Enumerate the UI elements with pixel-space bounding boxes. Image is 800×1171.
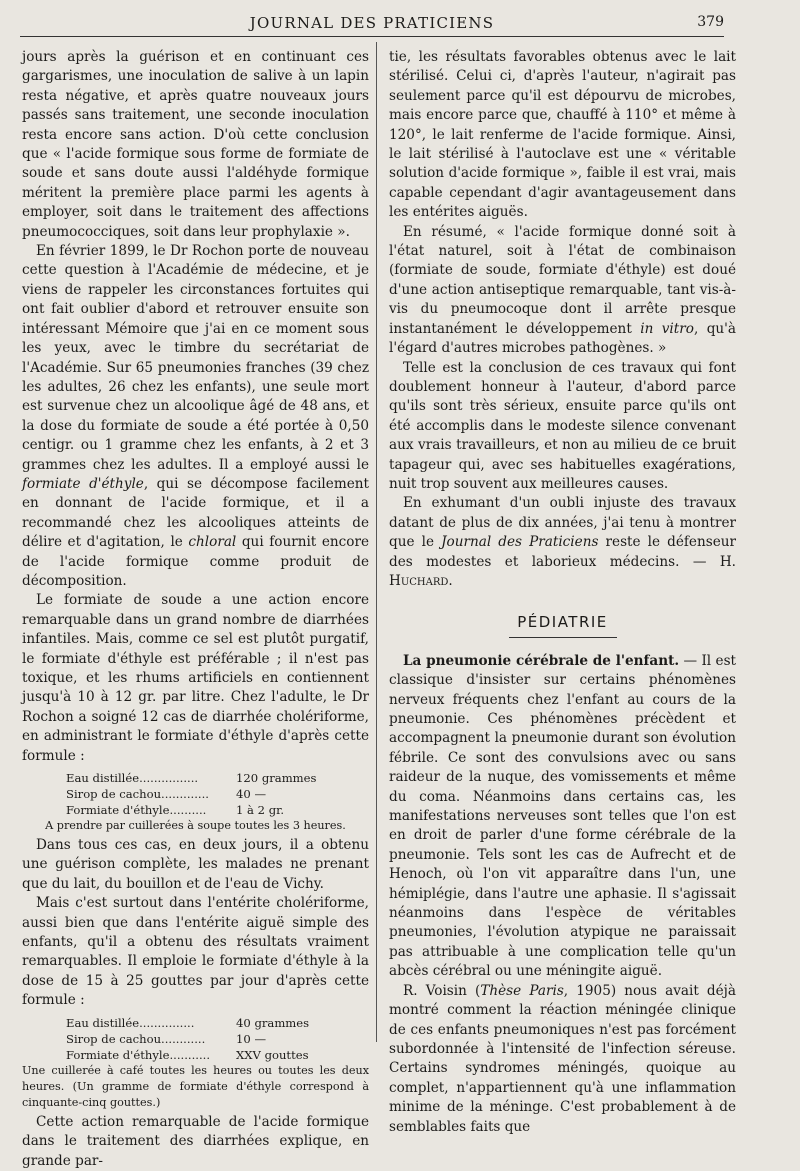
right-column (389, 48, 736, 1137)
text-run: — Il est classique d'insister sur certains phénomènes nerveux fréquents chez l'enfant au cours de la pneumonie. Ces phénomènes précèdent et accompagnent la pneumonie durant son évolution fébrile. Ce sont des convulsions avec ou sans raideur de la nuque, des vomissements et même du coma. Néanmoins dans certains cas, les manifestations nerveuses sont telles que l'on est en droit de parler d'une forme cérébrale de la pneumonie. Tels sont les cas de Aufrecht et de Henoch, où l'on vit apparaître dans l'un, une hémiplégie, dans l'autre une aphasie. Il s'agissait néanmoins dans l'espèce de véritables pneumonies, l'évolution atypique ne paraissait pas attribuable à une complication telle qu'un abcès cérébral ou une méningite aiguë. (389, 652, 737, 980)
text-run: En résumé, « l'acide formique donné soit à l'état naturel, soit à l'état de combinaison (formiate de soude, formiate d'éthyle) est doué d'une action antiseptique remarquable, tant vis-à-vis du pneumocoque dont il arrête presque instantanément le développement (389, 223, 736, 337)
ingredient: Eau distillée................ (66, 771, 199, 786)
author-signature: Huchard. (389, 572, 453, 589)
page-number: 379 (697, 14, 724, 30)
paragraph (389, 652, 736, 982)
italic-text: chloral (188, 534, 237, 551)
prescription-formula (22, 1015, 369, 1111)
formula-row (22, 802, 369, 818)
page-header (20, 12, 724, 37)
text-run: En exhumant d'un oubli injuste des travaux datant de plus de dix années, j'ai tenu à montrer que le (389, 495, 736, 551)
paragraph (389, 494, 736, 591)
italic-text: in vitro (640, 320, 694, 337)
ingredient: Formiate d'éthyle.......... (66, 803, 207, 818)
paragraph: Dans tous ces cas, en deux jours, il a obtenu une guérison complète, les malades ne prenant que du lait, du bouillon et de l'eau de Vichy. (22, 837, 369, 892)
formula-row (22, 770, 369, 786)
formula-row (22, 1015, 369, 1031)
formula-note: Une cuillerée à café toutes les heures ou toutes les deux heures. (Un gramme de formiate d'éthyle correspond à cinquante-cinq gouttes.) (22, 1063, 369, 1109)
paragraph: Cette action remarquable de l'acide formique dans le traitement des diarrhées explique, en grande par- (22, 1113, 369, 1169)
text-run: , qu'à l'égard d'autres microbes pathogènes. » (389, 320, 736, 357)
left-column (22, 48, 369, 1171)
paragraph (389, 982, 736, 1137)
text-run: reste le défenseur des modestes et laborieux médecins. — H. (389, 534, 737, 570)
journal-title: JOURNAL DES PRATICIENS (249, 14, 495, 32)
formula-row (22, 1047, 369, 1063)
section-heading: PÉDIATRIE (517, 613, 608, 632)
quantity: 40 — (236, 787, 267, 802)
article-title: La pneumonie cérébrale de l'enfant. (403, 652, 680, 669)
paragraph: Telle est la conclusion de ces travaux qui font doublement honneur à l'auteur, d'abord parce qu'ils sont très sérieux, ensuite parce qu'ils ont été accomplis dans le modeste silence convenant aux vrais travailleurs, et non au milieu de ce bruit tapageur qui, avec ses habituelles exagérations, nuit trop souvent aux meilleures causes. (389, 359, 736, 492)
ingredient: Sirop de cachou............ (66, 1031, 206, 1046)
column-divider (376, 42, 377, 1042)
ingredient: Eau distillée............... (66, 1015, 195, 1030)
ingredient: Sirop de cachou............. (66, 787, 209, 802)
quantity: 120 grammes (236, 771, 317, 786)
formula-row (22, 786, 369, 802)
prescription-formula (22, 770, 369, 834)
paragraph: tie, les résultats favorables obtenus avec le lait stérilisé. Celui ci, d'après l'auteur, n'agirait pas seulement parce qu'il est dépourvu de microbes, mais encore parce que, chauffé à 110° et même à 120°, le lait renferme de l'acide formique. Ainsi, le lait stérilisé à l'autoclave est une « véritable solution d'acide formique », faible il est vrai, mais capable cependant d'agir avantageusement dans les entérites aiguës. (389, 49, 736, 221)
paragraph: Le formiate de soude a une action encore remarquable dans un grand nombre de diarrhées infantiles. Mais, comme ce sel est plutôt purgatif, le formiate d'éthyle est préférable ; il n'est pas toxique, et les rhums artificiels en contiennent jusqu'à 10 à 12 gr. par litre. Chez l'adulte, le Dr Rochon a soigné 12 cas de diarrhée cholériforme, en administrant le formiate d'éthyle d'après cette formule : (22, 592, 369, 764)
section-underline (509, 637, 617, 638)
italic-text: Thèse Paris (480, 982, 564, 999)
quantity: XXV gouttes (236, 1047, 309, 1062)
quantity: 40 grammes (236, 1015, 310, 1030)
text-run: R. Voisin ( (403, 982, 481, 999)
paragraph (389, 223, 736, 359)
text-run: En février 1899, le Dr Rochon porte de nouveau cette question à l'Académie de médecine, et je viens de rappeler les circonstances fortuites qui ont fait oublier d'abord et retrouver ensuite son intéressant Mémoire que j'ai en ce moment sous les yeux, avec le timbre du secrétariat de l'Académie. Sur 65 pneumonies franches (39 chez les adultes, 26 chez les enfants), une seule mort est survenue chez un alcoolique âgé de 48 ans, et la dose du formiate de soude a été portée à 0,50 centigr. ou 1 gramme chez les enfants, à 2 et 3 grammes chez les adultes. Il a employé aussi le (22, 243, 369, 473)
text-run: qui fournit encore de l'acide formique comme produit de décomposition. (22, 534, 369, 589)
italic-text: Journal des Praticiens (441, 534, 599, 551)
italic-text: formiate d'éthyle (22, 475, 144, 492)
quantity: 1 à 2 gr. (236, 803, 285, 818)
formula-row (22, 1031, 369, 1047)
text-run: , 1905) nous avait déjà montré comment la réaction méningée clinique de ces enfants pneumoniques n'est pas forcément subordonnée à l'intensité de l'infection séreuse. Certains syndromes méningés, quoique au complet, n'appartiennent qu'à une inflammation minime de la méninge. C'est probablement à de semblables faits que (389, 982, 736, 1135)
paragraph: jours après la guérison et en continuant ces gargarismes, une inoculation de salive à un lapin resta négative, et après quatre nouveaux jours passés sans traitement, une seconde inoculation resta encore sans action. D'où cette conclusion que « l'acide formique sous forme de formiate de soude et sans doute aussi l'aldéhyde formique méritent la première place parmi les agents à employer, soit dans le traitement des affections pneumococciques, soit dans leur prophylaxie ». (22, 49, 369, 240)
ingredient: Formiate d'éthyle........... (66, 1047, 211, 1062)
paragraph: Mais c'est surtout dans l'entérite cholériforme, aussi bien que dans l'entérite aiguë simple des enfants, qu'il a obtenu des résultats vraiment remarquables. Il emploie le formiate d'éthyle à la dose de 15 à 25 gouttes par jour d'après cette formule : (22, 895, 369, 1009)
quantity: 10 — (236, 1031, 267, 1046)
paragraph (22, 242, 369, 591)
text-run: , qui se décompose facilement en donnant de l'acide formique, et il a recommandé chez les alcooliques atteints de délire et d'agitation, le (22, 475, 369, 551)
formula-note: A prendre par cuillerées à soupe toutes les 3 heures. (45, 819, 346, 833)
